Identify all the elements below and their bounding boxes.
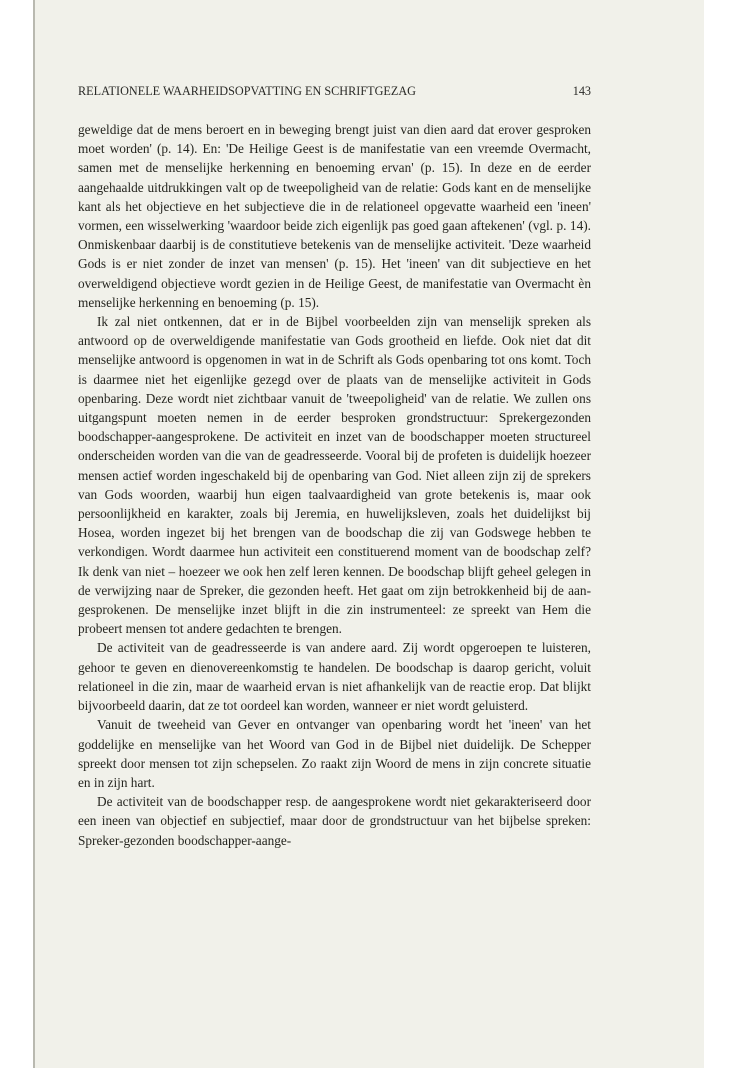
paragraph-1: geweldige dat de mens beroert en in beweging brengt juist van dien aard dat erover gesproken moet worden' (p. 14). En: 'De Heilige Geest is de manifestatie van een vreemde Overmacht, samen met de menselijke herkenning en benoeming ervan' (p. 15). In deze en de eerder aangehaalde uitdrukkingen valt op de tweepoligheid van de relatie: Gods kant en de menselijke kant als het objectieve en het subjectieve die in de relationeel opgevatte waarheid een 'ineen' vormen, een wisselwerking 'waardoor beide zich eigenlijk pas goed gaan aftekenen' (vgl. p. 14). Onmiskenbaar daarbij is de constitutieve betekenis van de menselijke activiteit. 'Deze waarheid Gods is er niet zonder de inzet van mensen' (p. 15). Het 'ineen' van dit subjectieve en het overweldigend objectieve wordt gezien in de Heilige Geest, de manifestatie van Overmacht èn menselijke herkenning en benoeming (p. 15). <box>78 122 591 310</box>
running-title: RELATIONELE WAARHEIDSOPVATTING EN SCHRIFTGEZAG <box>78 84 416 98</box>
paragraph-2: Ik zal niet ontkennen, dat er in de Bijbel voorbeelden zijn van menselijk spreken als antwoord op de overweldigende manifestatie van Gods grootheid en liefde. Ook niet dat dit menselijke antwoord is opgenomen in wat in de Schrift als Gods openbaring tot ons komt. Toch is daarmee niet het eigenlijke gezegd over de plaats van de menselijke activiteit in Gods openbaring. Deze wordt niet zichtbaar vanuit de 'tweepoligheid' van de relatie. We zullen ons uitgangspunt moeten nemen in de eerder besproken grondstructuur: Sprekergezonden boodschapper-aangesprokene. De activiteit en inzet van de boodschapper moeten structureel onderscheiden worden van die van de geadresseerde. Vooral bij de profeten is duidelijk hoezeer mensen actief worden ingeschakeld bij de openbaring van God. Niet alleen zijn zij de sprekers van Gods woorden, waarbij hun eigen taalvaardigheid van grote betekenis is, maar ook persoonlijkheid en karakter, zoals bij Jeremia, en huwelijksleven, zoals het duidelijkst bij Hosea, worden ingezet bij het brengen van de boodschap die zij van Godswege hebben te verkondigen. Wordt daarmee hun activiteit een constituerend moment van de boodschap zelf? Ik denk van niet – hoezeer we ook hen zelf leren kennen. De boodschap blijft geheel gelegen in de verwijzing naar de Spreker, die gezonden heeft. Het gaat om zijn betrokkenheid bij de aangesprokenen. De menselijke inzet blijft in die zin instrumenteel: ze spreekt van Hem die probeert mensen tot andere gedachten te brengen. <box>78 314 591 637</box>
page-header <box>78 84 591 102</box>
body-text <box>78 120 591 850</box>
paragraph-4: Vanuit de tweeheid van Gever en ontvanger van openbaring wordt het 'ineen' van het goddelijke en menselijke van het Woord van God in de Bijbel niet duidelijk. De Schepper spreekt door mensen tot zijn schepselen. Zo raakt zijn Woord de mens in zijn concrete situatie en in zijn hart. <box>78 717 591 790</box>
paragraph-5: De activiteit van de boodschapper resp. de aangesprokene wordt niet gekarakteriseerd door een ineen van objectief en subjectief, maar door de grondstructuur van het bijbelse spreken: Spreker-gezonden boodschapper-aange- <box>78 794 591 848</box>
page-number: 143 <box>572 84 591 98</box>
paragraph-3: De activiteit van de geadresseerde is van andere aard. Zij wordt opgeroepen te luisteren, gehoor te geven en dienovereenkomstig te handelen. De boodschap is daarop gericht, voluit relationeel in die zin, maar de waarheid ervan is niet afhankelijk van de reactie erop. Dat blijkt bijvoorbeeld daarin, dat ze tot oordeel kan worden, wanneer er niet wordt geluisterd. <box>78 640 591 714</box>
